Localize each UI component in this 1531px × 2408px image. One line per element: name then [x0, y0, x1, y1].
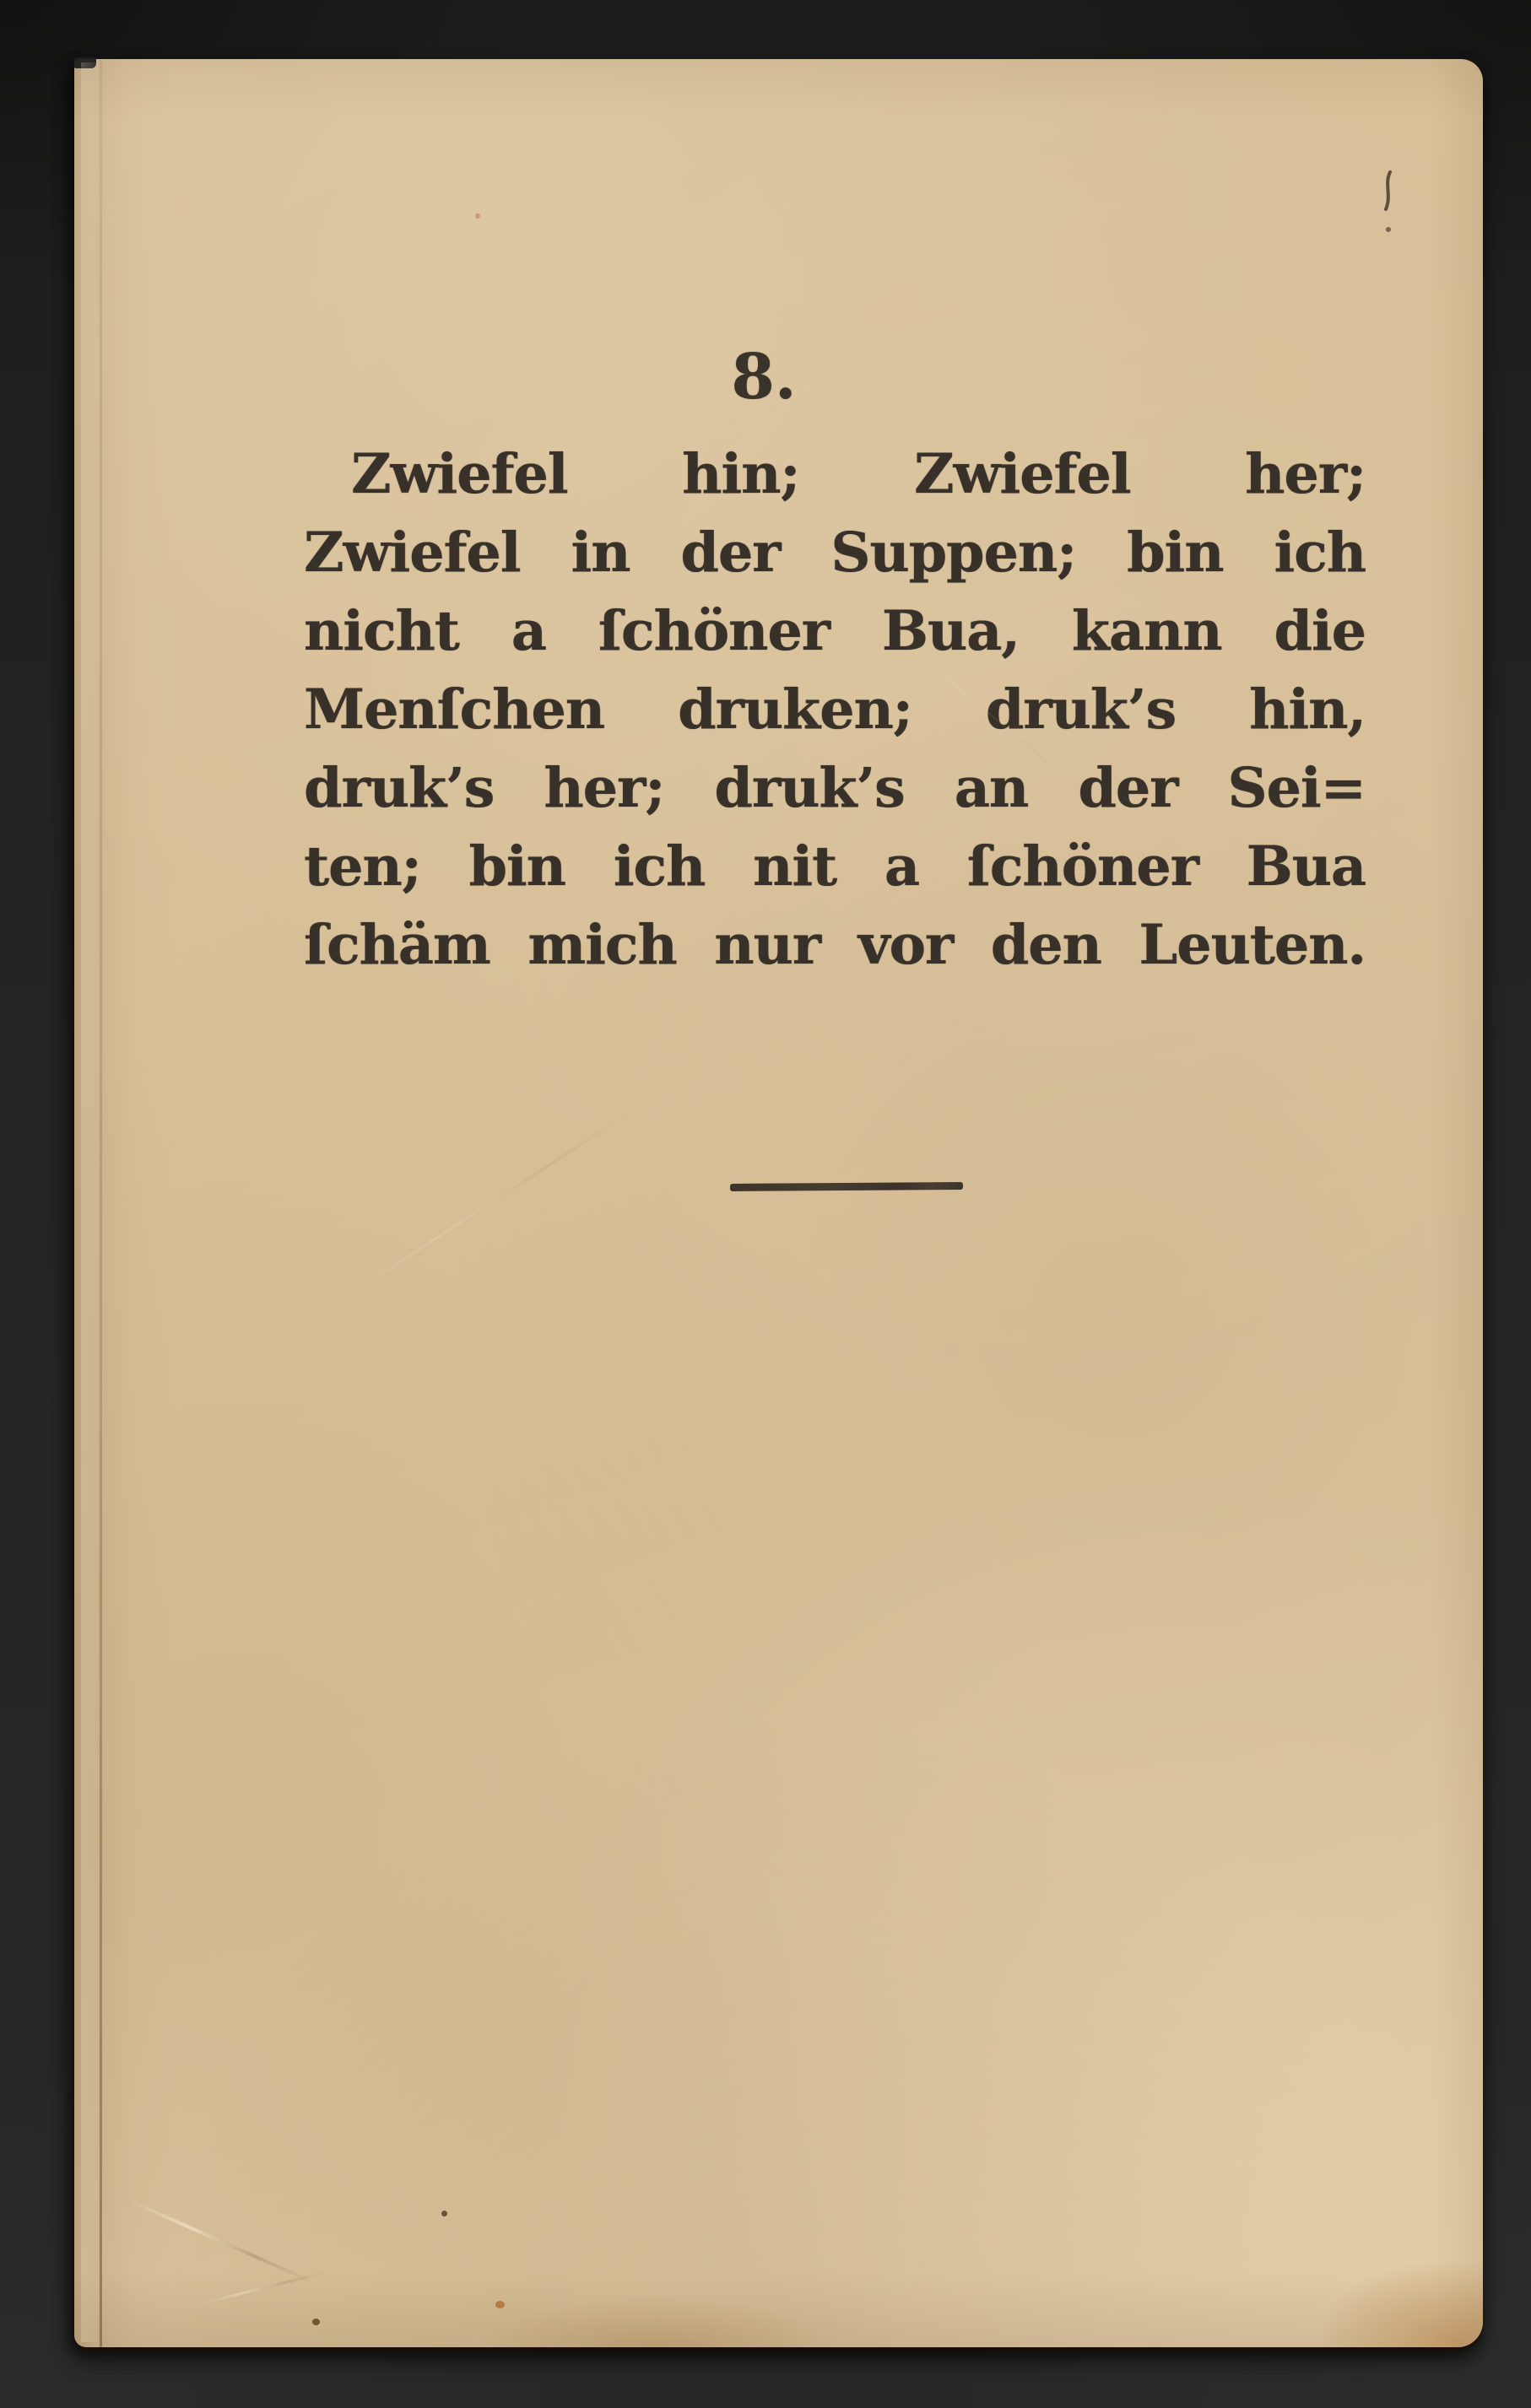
- paper-speck: [312, 2319, 320, 2325]
- bottom-edge-stain: [479, 2297, 834, 2347]
- paper-crease: [203, 2271, 326, 2304]
- page-fold-highlight: [81, 62, 98, 2342]
- verse-line: Zwiefel in der Suppen; bin ich: [304, 521, 1366, 585]
- verse-line: druk’s her; druk’s an der Sei=: [304, 756, 1366, 820]
- verse-line: ſchäm mich nur vor den Leuten.: [304, 913, 1366, 977]
- verse-paragraph: [304, 435, 1366, 985]
- booklet-page: [74, 59, 1483, 2347]
- page-number: 8.: [731, 341, 797, 413]
- corner-stain: [1323, 2263, 1483, 2347]
- page-fold-edge: [100, 59, 102, 2347]
- ink-squiggle: [1378, 167, 1400, 240]
- paper-speck: [441, 2211, 447, 2216]
- paper-speck: [475, 213, 480, 219]
- paper-crease: [347, 1102, 646, 1297]
- paper-crease: [129, 2199, 316, 2284]
- verse-line: Zwiefel hin; Zwiefel her;: [351, 442, 1366, 506]
- section-divider: [730, 1182, 963, 1191]
- verse-line: nicht a ſchöner Bua, kann die: [304, 599, 1366, 663]
- verse-line: Menſchen druken; druk’s hin,: [304, 678, 1366, 742]
- verse-line: ten; bin ich nit a ſchöner Bua: [304, 834, 1366, 899]
